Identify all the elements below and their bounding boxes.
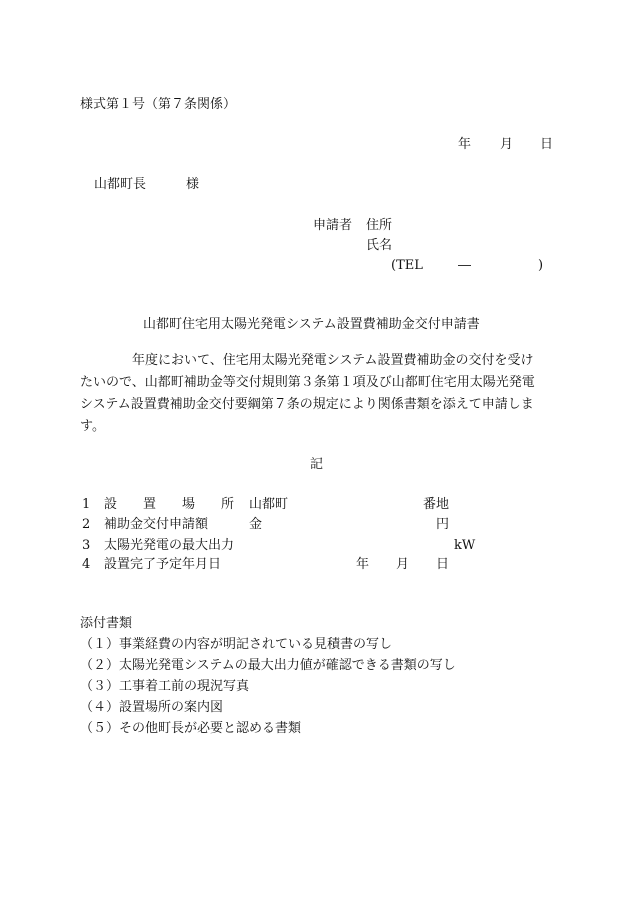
item-2-number: 2 bbox=[82, 517, 91, 532]
document-title: 山都町住宅用太陽光発電システム設置費補助金交付申請書 bbox=[143, 317, 480, 332]
applicant-role: 申請者 bbox=[313, 218, 353, 233]
item-2-value: 金 bbox=[249, 517, 263, 532]
applicant-address-label: 住所 bbox=[366, 218, 393, 233]
attachment-item: （１）事業経費の内容が明記されている見積書の写し bbox=[80, 637, 393, 652]
attachment-item: （３）工事着工前の現況写真 bbox=[80, 679, 250, 694]
item-1-value: 山都町 bbox=[249, 497, 289, 512]
item-3-label: 太陽光発電の最大出力 bbox=[104, 538, 235, 553]
item-4-year: 年 bbox=[356, 557, 370, 572]
item-3-suffix: kW bbox=[454, 538, 476, 553]
date-month-label: 月 bbox=[500, 137, 514, 152]
item-3-number: 3 bbox=[82, 538, 91, 553]
item-1-number: 1 bbox=[82, 497, 91, 512]
item-1-label: 設 置 場 所 bbox=[104, 497, 235, 512]
addressee-honorific: 様 bbox=[186, 177, 200, 192]
form-label: 様式第１号（第７条関係） bbox=[80, 97, 237, 112]
item-2-label: 補助金交付申請額 bbox=[104, 517, 209, 532]
attachment-item: （５）その他町長が必要と認める書類 bbox=[80, 721, 302, 736]
body-line: システム設置費補助金交付要綱第７条の規定により関係書類を添えて申請しま bbox=[80, 397, 534, 412]
item-4-label: 設置完了予定年月日 bbox=[104, 557, 222, 572]
applicant-name-label: 氏名 bbox=[366, 238, 393, 253]
body-paragraph bbox=[80, 350, 560, 438]
item-4-day: 日 bbox=[436, 557, 450, 572]
body-line: たいので、山都町補助金等交付規則第３条第１項及び山都町住宅用太陽光発電 bbox=[80, 375, 535, 390]
applicant-tel-open: (TEL bbox=[391, 258, 423, 273]
date-year-label: 年 bbox=[458, 137, 472, 152]
addressee-name: 山都町長 bbox=[94, 177, 147, 192]
attachment-item: （２）太陽光発電システムの最大出力値が確認できる書類の写し bbox=[80, 658, 456, 673]
attachments-heading: 添付書類 bbox=[80, 616, 133, 631]
applicant-tel-close: ) bbox=[538, 258, 544, 273]
item-2-suffix: 円 bbox=[436, 517, 450, 532]
item-4-month: 月 bbox=[396, 557, 410, 572]
item-4-number: 4 bbox=[82, 557, 91, 572]
attachment-item: （４）設置場所の案内図 bbox=[80, 700, 224, 715]
body-line: 年度において、住宅用太陽光発電システム設置費補助金の交付を受け bbox=[80, 353, 534, 368]
attachments-section bbox=[80, 613, 456, 739]
date-day-label: 日 bbox=[540, 137, 554, 152]
ki-heading: 記 bbox=[310, 457, 324, 472]
body-line: す。 bbox=[80, 419, 105, 434]
item-1-suffix: 番地 bbox=[423, 497, 450, 512]
applicant-tel-dash: ― bbox=[458, 258, 471, 273]
